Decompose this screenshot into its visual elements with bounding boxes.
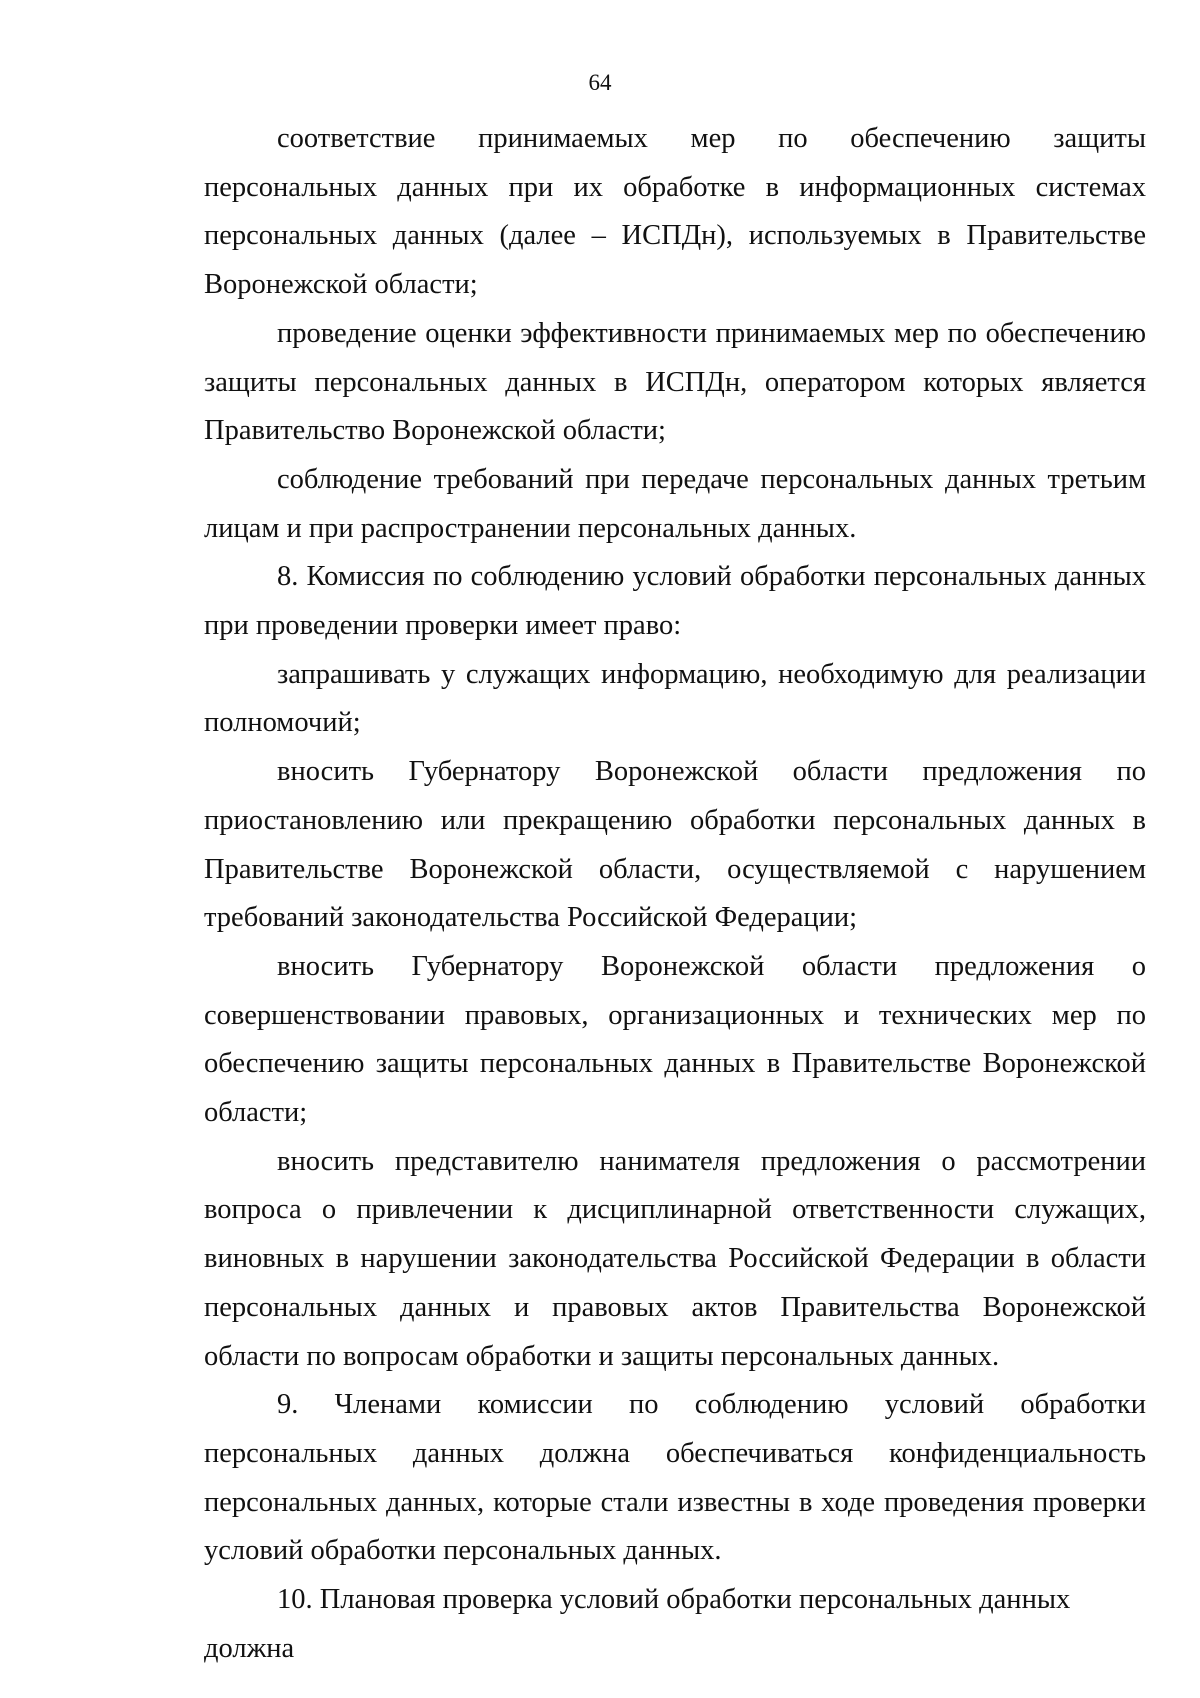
paragraph-item-8: 8. Комиссия по соблюдению условий обработки персональных данных при проведении проверки имеет право: [204, 561, 1146, 642]
paragraph-suspend-processing: вносить Губернатору Воронежской области предложения по приостановлению или прекращению обработки персональных данных в Правительстве Воронежской области, осуществляемой с нарушением требований законодательства Российской Федерации; [204, 756, 1146, 934]
document-body [204, 115, 1146, 1674]
paragraph-compliance-measures: соответствие принимаемых мер по обеспечению защиты персональных данных при их обработке в информационных системах персональных данных (далее – ИСПДн), используемых в Правительстве Воронежской области; [204, 123, 1146, 301]
paragraph-item-10: 10. Плановая проверка условий обработки персональных данных должна [204, 1584, 1071, 1664]
paragraph-request-information: запрашивать у служащих информацию, необходимую для реализации полномочий; [204, 658, 1146, 739]
paragraph-efficiency-assessment: проведение оценки эффективности принимаемых мер по обеспечению защиты персональных данных в ИСПДн, оператором которых является Правительство Воронежской области; [204, 317, 1146, 447]
paragraph-improve-measures: вносить Губернатору Воронежской области предложения о совершенствовании правовых, организационных и технических мер по обеспечению защиты персональных данных в Правительстве Воронежской области; [204, 950, 1146, 1129]
paragraph-item-9: 9. Членами комиссии по соблюдению условий обработки персональных данных должна обеспечиваться конфиденциальность персональных данных, которые стали известны в ходе проведения проверки условий обработки персональных данных. [204, 1389, 1146, 1567]
paragraph-third-party-transfer: соблюдение требований при передаче персональных данных третьим лицам и при распространении персональных данных. [204, 463, 1146, 544]
paragraph-disciplinary-proposal: вносить представителю нанимателя предложения о рассмотрении вопроса о привлечении к дисциплинарной ответственности служащих, виновных в нарушении законодательства Российской Федерации в области персональных данных и правовых актов Правительства Воронежской области по вопросам обработки и защиты персональных данных. [204, 1145, 1146, 1372]
page-number: 64 [588, 70, 612, 95]
